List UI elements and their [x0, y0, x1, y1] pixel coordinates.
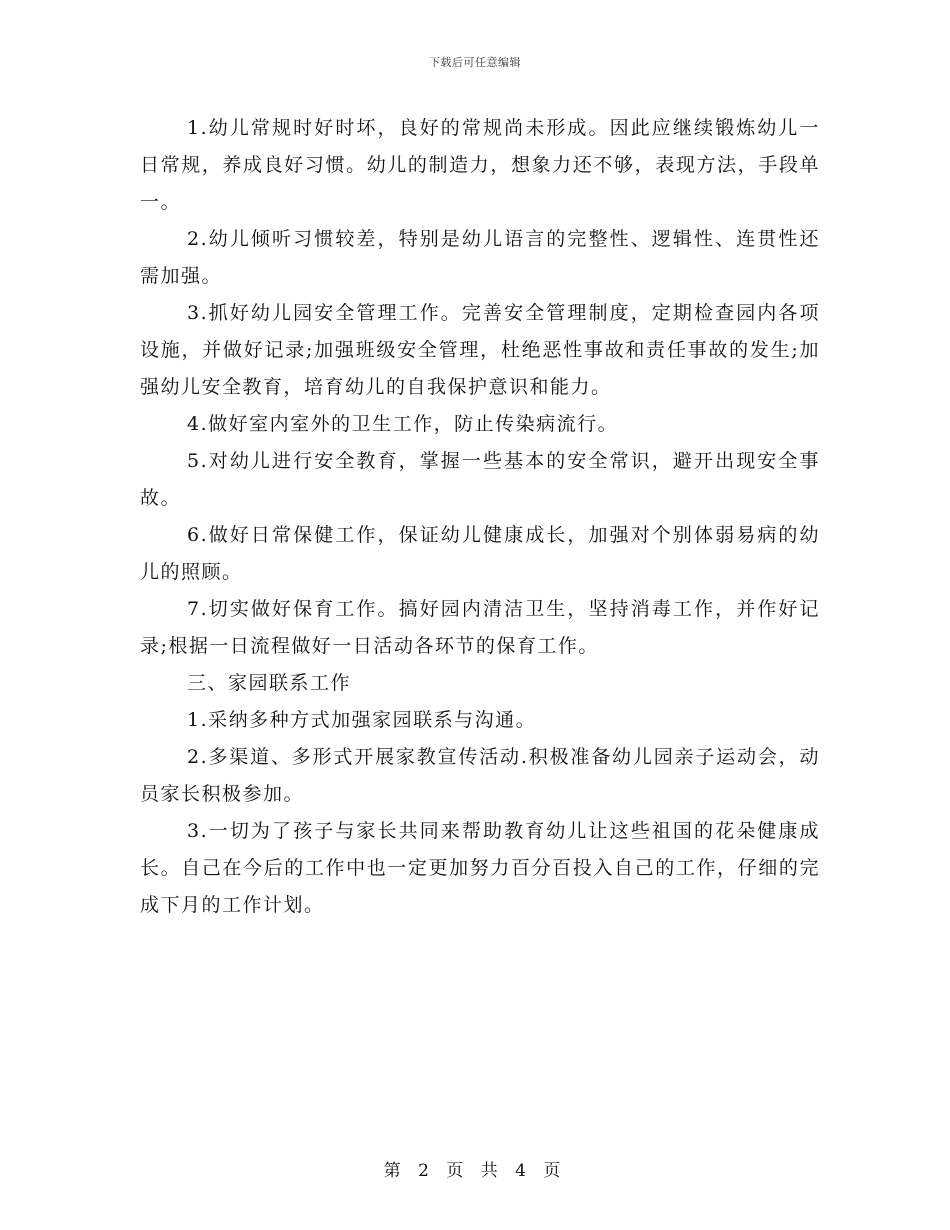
paragraph-10: 3.一切为了孩子与家长共同来帮助教育幼儿让这些祖国的花朵健康成长。自己在今后的工作中也一定更加努力百分百投入自己的工作，仔细的完成下月的工作计划。 — [140, 820, 820, 916]
header-note: 下载后可任意编辑 — [429, 56, 521, 69]
paragraph-9: 2.多渠道、多形式开展家教宣传活动.积极准备幼儿园亲子运动会，动员家长积极参加。 — [140, 746, 820, 805]
paragraph-3: 3.抓好幼儿园安全管理工作。完善安全管理制度，定期检查园内各项设施，并做好记录;加强班级安全管理，杜绝恶性事故和责任事故的发生;加强幼儿安全教育，培育幼儿的自我保护意识和能力。 — [140, 302, 820, 398]
paragraph-7: 7.切实做好保育工作。搞好园内清洁卫生，坚持消毒工作，并作好记录;根据一日流程做好一日活动各环节的保育工作。 — [140, 598, 820, 657]
paragraph-2: 2.幼儿倾听习惯较差，特别是幼儿语言的完整性、逻辑性、连贯性还需加强。 — [140, 228, 820, 287]
paragraph-1: 1.幼儿常规时好时坏，良好的常规尚未形成。因此应继续锻炼幼儿一日常规，养成良好习惯。幼儿的制造力，想象力还不够，表现方法，手段单一。 — [140, 117, 820, 213]
paragraph-8: 1.采纳多种方式加强家园联系与沟通。 — [187, 709, 537, 731]
paragraph-5: 5.对幼儿进行安全教育，掌握一些基本的安全常识，避开出现安全事故。 — [140, 450, 820, 509]
paragraph-4: 4.做好室内室外的卫生工作，防止传染病流行。 — [187, 413, 619, 435]
document-body — [140, 110, 820, 924]
page-footer: 第 2 页 共 4 页 — [383, 1161, 567, 1181]
paragraph-6: 6.做好日常保健工作，保证幼儿健康成长，加强对个别体弱易病的幼儿的照顾。 — [140, 524, 820, 583]
section-heading: 三、家园联系工作 — [187, 672, 352, 694]
